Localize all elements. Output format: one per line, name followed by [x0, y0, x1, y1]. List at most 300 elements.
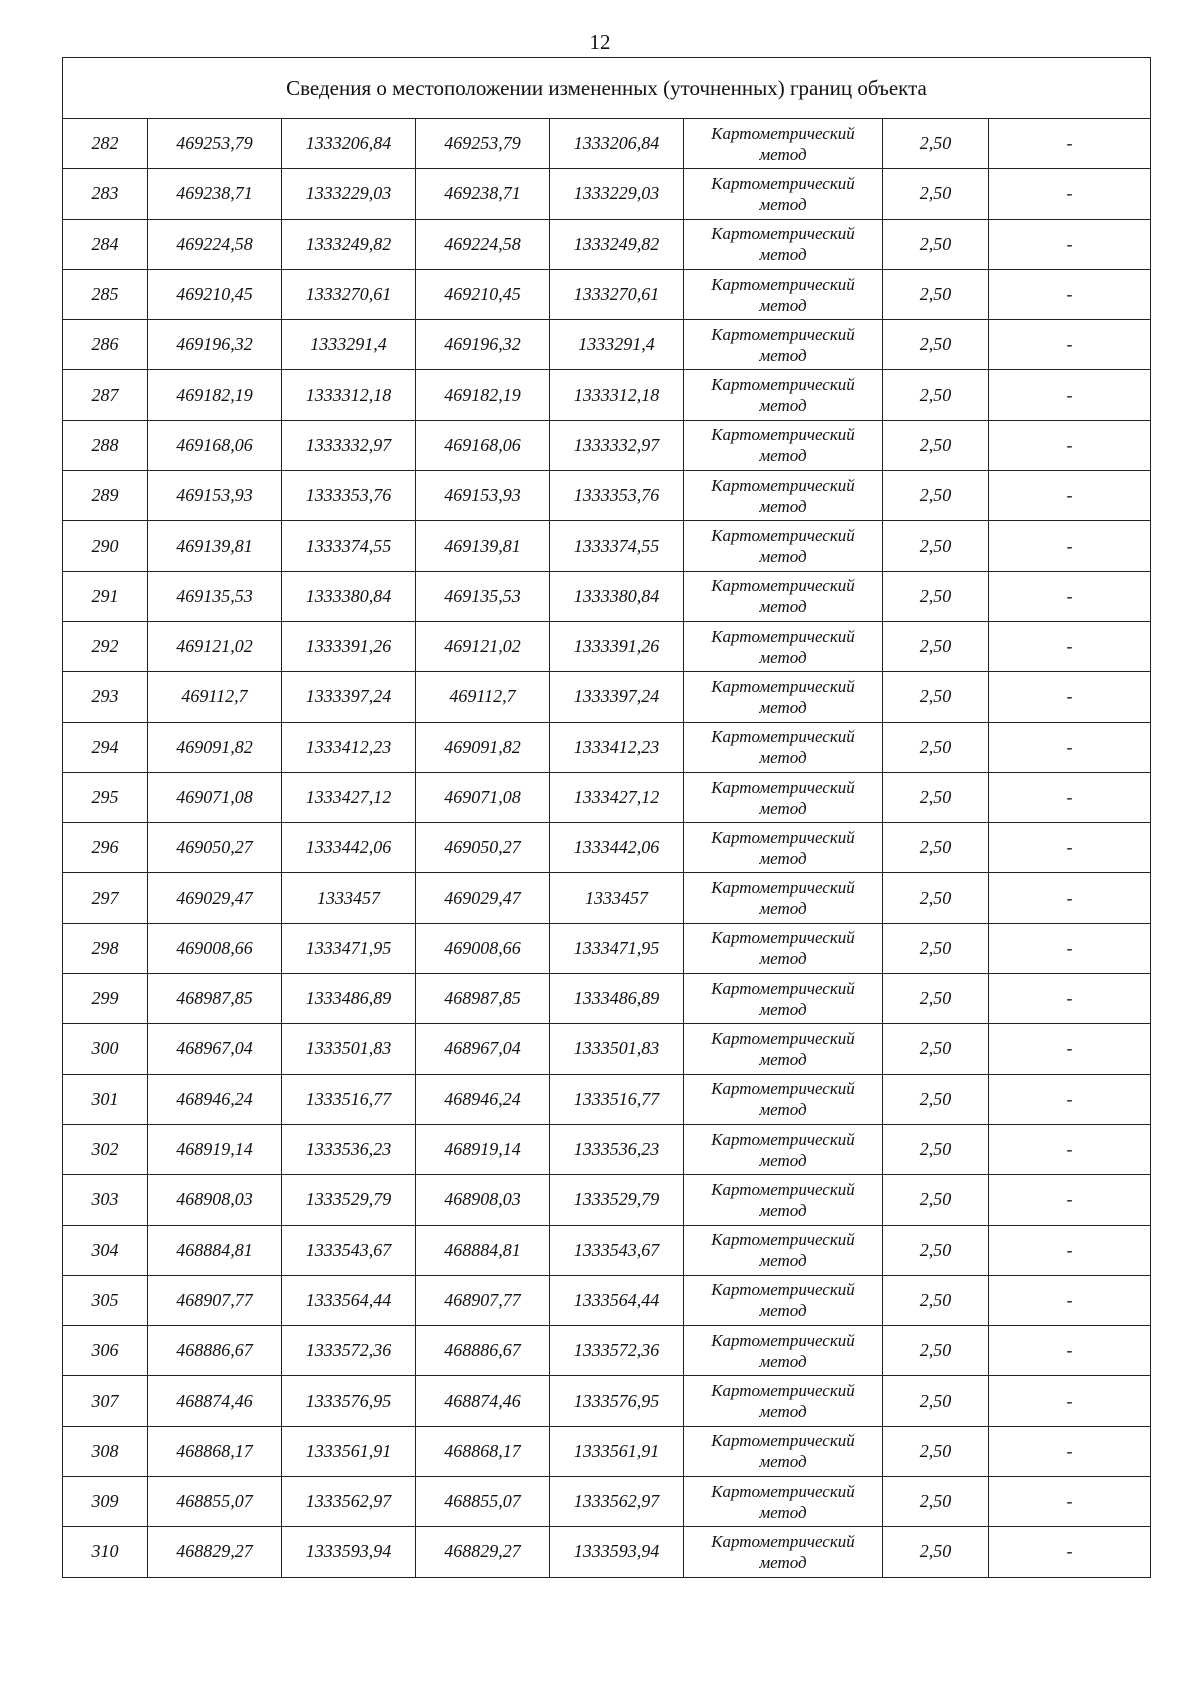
- accuracy-cell: 2,50: [883, 420, 989, 470]
- method-line-1: Картометрический: [711, 777, 855, 797]
- table-row: [63, 1074, 1151, 1124]
- accuracy-cell: 2,50: [883, 823, 989, 873]
- y-existing-cell: 1333427,12: [282, 772, 416, 822]
- y-new-cell: 1333412,23: [550, 722, 684, 772]
- method-line-2: метод: [759, 547, 807, 567]
- x-existing-cell: 468919,14: [148, 1124, 282, 1174]
- x-new-cell: 469050,27: [416, 823, 550, 873]
- method-line-1: Картометрический: [711, 475, 855, 495]
- method-cell: [684, 974, 883, 1024]
- method-cell: [684, 672, 883, 722]
- point-number-cell: 298: [63, 923, 148, 973]
- accuracy-cell: 2,50: [883, 471, 989, 521]
- x-new-cell: 468987,85: [416, 974, 550, 1024]
- y-existing-cell: 1333529,79: [282, 1175, 416, 1225]
- y-existing-cell: 1333380,84: [282, 571, 416, 621]
- x-existing-cell: 469135,53: [148, 571, 282, 621]
- point-number-cell: 300: [63, 1024, 148, 1074]
- method-line-2: метод: [759, 798, 807, 818]
- table-row: [63, 1175, 1151, 1225]
- table-row: [63, 1326, 1151, 1376]
- method-cell: [684, 1124, 883, 1174]
- method-line-2: метод: [759, 295, 807, 315]
- x-existing-cell: 469253,79: [148, 119, 282, 169]
- point-number-cell: 296: [63, 823, 148, 873]
- x-existing-cell: 469182,19: [148, 370, 282, 420]
- method-line-2: метод: [759, 647, 807, 667]
- y-new-cell: 1333353,76: [550, 471, 684, 521]
- y-existing-cell: 1333562,97: [282, 1477, 416, 1527]
- accuracy-cell: 2,50: [883, 269, 989, 319]
- x-new-cell: 468884,81: [416, 1225, 550, 1275]
- table-row: [63, 1275, 1151, 1325]
- y-existing-cell: 1333593,94: [282, 1527, 416, 1577]
- method-line-1: Картометрический: [711, 1481, 855, 1501]
- point-number-cell: 294: [63, 722, 148, 772]
- x-new-cell: 468829,27: [416, 1527, 550, 1577]
- method-cell: [684, 1376, 883, 1426]
- accuracy-cell: 2,50: [883, 974, 989, 1024]
- description-cell: -: [989, 1426, 1151, 1476]
- y-new-cell: 1333543,67: [550, 1225, 684, 1275]
- x-existing-cell: 468868,17: [148, 1426, 282, 1476]
- description-cell: -: [989, 370, 1151, 420]
- y-new-cell: 1333332,97: [550, 420, 684, 470]
- y-new-cell: 1333291,4: [550, 320, 684, 370]
- y-new-cell: 1333442,06: [550, 823, 684, 873]
- x-new-cell: 468886,67: [416, 1326, 550, 1376]
- accuracy-cell: 2,50: [883, 1225, 989, 1275]
- boundary-coordinates-table: [62, 57, 1151, 1578]
- y-new-cell: 1333536,23: [550, 1124, 684, 1174]
- table-row: [63, 1376, 1151, 1426]
- table-row: [63, 873, 1151, 923]
- method-cell: [684, 772, 883, 822]
- x-new-cell: 469121,02: [416, 621, 550, 671]
- method-cell: [684, 1175, 883, 1225]
- description-cell: -: [989, 1376, 1151, 1426]
- description-cell: -: [989, 269, 1151, 319]
- method-line-2: метод: [759, 697, 807, 717]
- table-row: [63, 772, 1151, 822]
- y-existing-cell: 1333291,4: [282, 320, 416, 370]
- method-line-2: метод: [759, 848, 807, 868]
- point-number-cell: 304: [63, 1225, 148, 1275]
- table-row: [63, 1477, 1151, 1527]
- table-row: [63, 672, 1151, 722]
- point-number-cell: 309: [63, 1477, 148, 1527]
- accuracy-cell: 2,50: [883, 1376, 989, 1426]
- method-line-1: Картометрический: [711, 1028, 855, 1048]
- y-existing-cell: 1333312,18: [282, 370, 416, 420]
- description-cell: -: [989, 521, 1151, 571]
- table-row: [63, 269, 1151, 319]
- y-existing-cell: 1333442,06: [282, 823, 416, 873]
- y-existing-cell: 1333332,97: [282, 420, 416, 470]
- x-new-cell: 468868,17: [416, 1426, 550, 1476]
- y-existing-cell: 1333486,89: [282, 974, 416, 1024]
- method-line-2: метод: [759, 144, 807, 164]
- description-cell: -: [989, 621, 1151, 671]
- y-new-cell: 1333374,55: [550, 521, 684, 571]
- table-row: [63, 521, 1151, 571]
- y-existing-cell: 1333576,95: [282, 1376, 416, 1426]
- x-new-cell: 468907,77: [416, 1275, 550, 1325]
- y-existing-cell: 1333412,23: [282, 722, 416, 772]
- accuracy-cell: 2,50: [883, 873, 989, 923]
- method-cell: [684, 1527, 883, 1577]
- method-line-1: Картометрический: [711, 827, 855, 847]
- method-cell: [684, 1477, 883, 1527]
- method-line-2: метод: [759, 1452, 807, 1472]
- y-new-cell: 1333529,79: [550, 1175, 684, 1225]
- y-new-cell: 1333312,18: [550, 370, 684, 420]
- accuracy-cell: 2,50: [883, 521, 989, 571]
- table-row: [63, 1024, 1151, 1074]
- method-cell: [684, 119, 883, 169]
- method-line-1: Картометрический: [711, 123, 855, 143]
- method-line-2: метод: [759, 245, 807, 265]
- point-number-cell: 301: [63, 1074, 148, 1124]
- x-existing-cell: 468884,81: [148, 1225, 282, 1275]
- table-row: [63, 974, 1151, 1024]
- x-new-cell: 469071,08: [416, 772, 550, 822]
- description-cell: -: [989, 219, 1151, 269]
- y-existing-cell: 1333249,82: [282, 219, 416, 269]
- x-existing-cell: 469029,47: [148, 873, 282, 923]
- table-row: [63, 923, 1151, 973]
- y-existing-cell: 1333501,83: [282, 1024, 416, 1074]
- method-line-2: метод: [759, 1351, 807, 1371]
- y-new-cell: 1333561,91: [550, 1426, 684, 1476]
- method-line-1: Картометрический: [711, 878, 855, 898]
- description-cell: -: [989, 923, 1151, 973]
- method-line-2: метод: [759, 1150, 807, 1170]
- description-cell: -: [989, 571, 1151, 621]
- method-cell: [684, 521, 883, 571]
- method-cell: [684, 722, 883, 772]
- x-existing-cell: 468946,24: [148, 1074, 282, 1124]
- description-cell: -: [989, 1175, 1151, 1225]
- x-existing-cell: 469139,81: [148, 521, 282, 571]
- method-line-1: Картометрический: [711, 727, 855, 747]
- method-line-1: Картометрический: [711, 1330, 855, 1350]
- x-new-cell: 468967,04: [416, 1024, 550, 1074]
- method-line-2: метод: [759, 1301, 807, 1321]
- x-new-cell: 468855,07: [416, 1477, 550, 1527]
- x-existing-cell: 469168,06: [148, 420, 282, 470]
- y-new-cell: 1333249,82: [550, 219, 684, 269]
- description-cell: -: [989, 420, 1151, 470]
- y-new-cell: 1333593,94: [550, 1527, 684, 1577]
- y-existing-cell: 1333572,36: [282, 1326, 416, 1376]
- method-line-1: Картометрический: [711, 1079, 855, 1099]
- description-cell: -: [989, 722, 1151, 772]
- table-row: [63, 471, 1151, 521]
- point-number-cell: 285: [63, 269, 148, 319]
- table-row: [63, 1426, 1151, 1476]
- accuracy-cell: 2,50: [883, 621, 989, 671]
- point-number-cell: 307: [63, 1376, 148, 1426]
- description-cell: -: [989, 772, 1151, 822]
- x-new-cell: 468874,46: [416, 1376, 550, 1426]
- table-row: [63, 722, 1151, 772]
- y-new-cell: 1333471,95: [550, 923, 684, 973]
- y-existing-cell: 1333457: [282, 873, 416, 923]
- method-line-1: Картометрический: [711, 1129, 855, 1149]
- table-row: [63, 1225, 1151, 1275]
- method-cell: [684, 873, 883, 923]
- x-new-cell: 469238,71: [416, 169, 550, 219]
- method-line-2: метод: [759, 1251, 807, 1271]
- method-line-2: метод: [759, 1200, 807, 1220]
- description-cell: -: [989, 672, 1151, 722]
- method-line-1: Картометрический: [711, 1431, 855, 1451]
- accuracy-cell: 2,50: [883, 1477, 989, 1527]
- x-existing-cell: 469121,02: [148, 621, 282, 671]
- method-line-1: Картометрический: [711, 324, 855, 344]
- method-line-1: Картометрический: [711, 1280, 855, 1300]
- method-line-2: метод: [759, 999, 807, 1019]
- point-number-cell: 292: [63, 621, 148, 671]
- method-cell: [684, 420, 883, 470]
- method-line-2: метод: [759, 1552, 807, 1572]
- description-cell: -: [989, 169, 1151, 219]
- method-cell: [684, 169, 883, 219]
- method-cell: [684, 571, 883, 621]
- method-cell: [684, 1275, 883, 1325]
- point-number-cell: 288: [63, 420, 148, 470]
- method-cell: [684, 823, 883, 873]
- y-existing-cell: 1333543,67: [282, 1225, 416, 1275]
- accuracy-cell: 2,50: [883, 1275, 989, 1325]
- method-cell: [684, 1024, 883, 1074]
- point-number-cell: 282: [63, 119, 148, 169]
- x-new-cell: 469210,45: [416, 269, 550, 319]
- method-line-2: метод: [759, 597, 807, 617]
- point-number-cell: 303: [63, 1175, 148, 1225]
- point-number-cell: 308: [63, 1426, 148, 1476]
- point-number-cell: 284: [63, 219, 148, 269]
- table-title-row: [63, 58, 1151, 119]
- method-cell: [684, 1225, 883, 1275]
- y-existing-cell: 1333270,61: [282, 269, 416, 319]
- table-row: [63, 1527, 1151, 1577]
- x-new-cell: 469253,79: [416, 119, 550, 169]
- method-cell: [684, 923, 883, 973]
- accuracy-cell: 2,50: [883, 219, 989, 269]
- method-line-1: Картометрический: [711, 1179, 855, 1199]
- x-existing-cell: 468874,46: [148, 1376, 282, 1426]
- x-existing-cell: 468829,27: [148, 1527, 282, 1577]
- method-cell: [684, 621, 883, 671]
- method-cell: [684, 320, 883, 370]
- method-cell: [684, 219, 883, 269]
- y-existing-cell: 1333536,23: [282, 1124, 416, 1174]
- x-new-cell: 469139,81: [416, 521, 550, 571]
- method-line-1: Картометрический: [711, 224, 855, 244]
- x-existing-cell: 469196,32: [148, 320, 282, 370]
- x-existing-cell: 468907,77: [148, 1275, 282, 1325]
- x-new-cell: 468908,03: [416, 1175, 550, 1225]
- accuracy-cell: 2,50: [883, 169, 989, 219]
- table-row: [63, 370, 1151, 420]
- table-row: [63, 823, 1151, 873]
- point-number-cell: 305: [63, 1275, 148, 1325]
- accuracy-cell: 2,50: [883, 1175, 989, 1225]
- accuracy-cell: 2,50: [883, 119, 989, 169]
- method-line-1: Картометрический: [711, 676, 855, 696]
- point-number-cell: 295: [63, 772, 148, 822]
- x-existing-cell: 469224,58: [148, 219, 282, 269]
- method-line-2: метод: [759, 1502, 807, 1522]
- method-cell: [684, 370, 883, 420]
- y-new-cell: 1333457: [550, 873, 684, 923]
- y-new-cell: 1333562,97: [550, 1477, 684, 1527]
- description-cell: -: [989, 1275, 1151, 1325]
- x-existing-cell: 469238,71: [148, 169, 282, 219]
- point-number-cell: 283: [63, 169, 148, 219]
- x-new-cell: 469168,06: [416, 420, 550, 470]
- y-existing-cell: 1333353,76: [282, 471, 416, 521]
- method-line-1: Картометрический: [711, 425, 855, 445]
- method-line-1: Картометрический: [711, 576, 855, 596]
- description-cell: -: [989, 1527, 1151, 1577]
- point-number-cell: 310: [63, 1527, 148, 1577]
- y-new-cell: 1333397,24: [550, 672, 684, 722]
- x-existing-cell: 468967,04: [148, 1024, 282, 1074]
- method-line-2: метод: [759, 949, 807, 969]
- table-row: [63, 571, 1151, 621]
- x-existing-cell: 468908,03: [148, 1175, 282, 1225]
- point-number-cell: 299: [63, 974, 148, 1024]
- x-existing-cell: 469071,08: [148, 772, 282, 822]
- method-cell: [684, 269, 883, 319]
- x-existing-cell: 469153,93: [148, 471, 282, 521]
- x-existing-cell: 468987,85: [148, 974, 282, 1024]
- table-row: [63, 1124, 1151, 1174]
- table-row: [63, 169, 1151, 219]
- description-cell: -: [989, 1477, 1151, 1527]
- table-row: [63, 420, 1151, 470]
- y-new-cell: 1333229,03: [550, 169, 684, 219]
- y-existing-cell: 1333471,95: [282, 923, 416, 973]
- x-existing-cell: 468855,07: [148, 1477, 282, 1527]
- x-existing-cell: 469112,7: [148, 672, 282, 722]
- y-existing-cell: 1333374,55: [282, 521, 416, 571]
- accuracy-cell: 2,50: [883, 1326, 989, 1376]
- method-line-2: метод: [759, 1100, 807, 1120]
- description-cell: -: [989, 1225, 1151, 1275]
- method-line-1: Картометрический: [711, 1381, 855, 1401]
- x-existing-cell: 469091,82: [148, 722, 282, 772]
- y-existing-cell: 1333391,26: [282, 621, 416, 671]
- method-cell: [684, 1326, 883, 1376]
- x-existing-cell: 468886,67: [148, 1326, 282, 1376]
- x-new-cell: 469224,58: [416, 219, 550, 269]
- point-number-cell: 290: [63, 521, 148, 571]
- accuracy-cell: 2,50: [883, 1426, 989, 1476]
- description-cell: -: [989, 1024, 1151, 1074]
- y-new-cell: 1333576,95: [550, 1376, 684, 1426]
- y-existing-cell: 1333561,91: [282, 1426, 416, 1476]
- accuracy-cell: 2,50: [883, 320, 989, 370]
- method-line-2: метод: [759, 748, 807, 768]
- accuracy-cell: 2,50: [883, 772, 989, 822]
- y-new-cell: 1333380,84: [550, 571, 684, 621]
- method-line-1: Картометрический: [711, 274, 855, 294]
- accuracy-cell: 2,50: [883, 672, 989, 722]
- method-cell: [684, 1426, 883, 1476]
- description-cell: -: [989, 320, 1151, 370]
- x-new-cell: 469135,53: [416, 571, 550, 621]
- accuracy-cell: 2,50: [883, 1074, 989, 1124]
- accuracy-cell: 2,50: [883, 571, 989, 621]
- y-existing-cell: 1333516,77: [282, 1074, 416, 1124]
- x-new-cell: 469182,19: [416, 370, 550, 420]
- point-number-cell: 302: [63, 1124, 148, 1174]
- description-cell: -: [989, 1326, 1151, 1376]
- table-row: [63, 119, 1151, 169]
- y-new-cell: 1333427,12: [550, 772, 684, 822]
- description-cell: -: [989, 471, 1151, 521]
- y-new-cell: 1333572,36: [550, 1326, 684, 1376]
- description-cell: -: [989, 873, 1151, 923]
- x-existing-cell: 469050,27: [148, 823, 282, 873]
- x-new-cell: 468946,24: [416, 1074, 550, 1124]
- method-line-1: Картометрический: [711, 173, 855, 193]
- x-new-cell: 469029,47: [416, 873, 550, 923]
- y-new-cell: 1333516,77: [550, 1074, 684, 1124]
- description-cell: -: [989, 119, 1151, 169]
- point-number-cell: 306: [63, 1326, 148, 1376]
- point-number-cell: 289: [63, 471, 148, 521]
- y-new-cell: 1333206,84: [550, 119, 684, 169]
- table-row: [63, 219, 1151, 269]
- table-title: Сведения о местоположении измененных (уточненных) границ объекта: [63, 58, 1151, 119]
- y-new-cell: 1333270,61: [550, 269, 684, 319]
- accuracy-cell: 2,50: [883, 923, 989, 973]
- accuracy-cell: 2,50: [883, 722, 989, 772]
- point-number-cell: 286: [63, 320, 148, 370]
- x-new-cell: 469112,7: [416, 672, 550, 722]
- method-cell: [684, 471, 883, 521]
- method-line-1: Картометрический: [711, 1531, 855, 1551]
- description-cell: -: [989, 823, 1151, 873]
- point-number-cell: 287: [63, 370, 148, 420]
- method-line-1: Картометрический: [711, 978, 855, 998]
- x-existing-cell: 469008,66: [148, 923, 282, 973]
- x-new-cell: 468919,14: [416, 1124, 550, 1174]
- x-new-cell: 469091,82: [416, 722, 550, 772]
- method-line-2: метод: [759, 1049, 807, 1069]
- point-number-cell: 291: [63, 571, 148, 621]
- y-new-cell: 1333391,26: [550, 621, 684, 671]
- description-cell: -: [989, 1074, 1151, 1124]
- y-existing-cell: 1333564,44: [282, 1275, 416, 1325]
- method-line-2: метод: [759, 899, 807, 919]
- method-line-1: Картометрический: [711, 375, 855, 395]
- accuracy-cell: 2,50: [883, 1124, 989, 1174]
- x-new-cell: 469008,66: [416, 923, 550, 973]
- accuracy-cell: 2,50: [883, 370, 989, 420]
- y-existing-cell: 1333229,03: [282, 169, 416, 219]
- method-line-1: Картометрический: [711, 1230, 855, 1250]
- point-number-cell: 297: [63, 873, 148, 923]
- point-number-cell: 293: [63, 672, 148, 722]
- description-cell: -: [989, 974, 1151, 1024]
- page-number: 12: [589, 30, 611, 54]
